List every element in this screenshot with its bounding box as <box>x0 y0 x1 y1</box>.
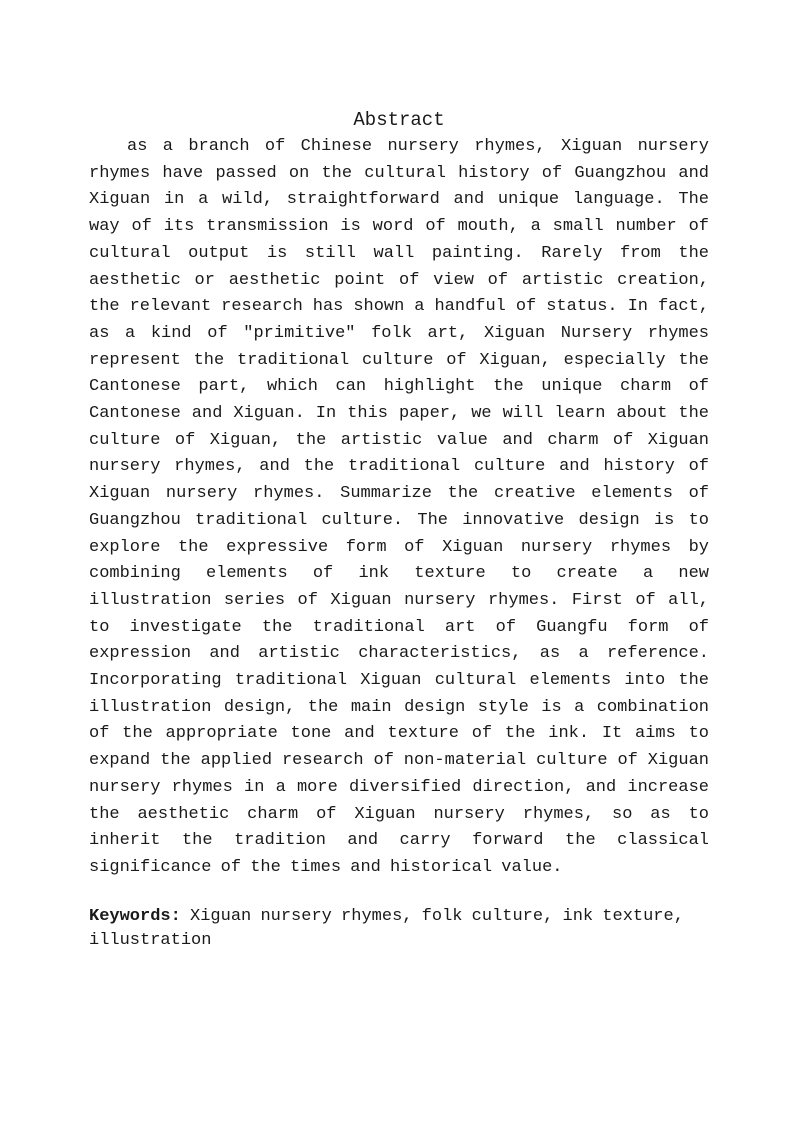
abstract-heading: Abstract <box>353 109 445 131</box>
keywords-label: Keywords: <box>89 906 181 926</box>
keywords-line <box>89 905 709 953</box>
keywords-value: Xiguan nursery rhymes, folk culture, ink texture, illustration <box>89 906 684 950</box>
document-page <box>89 108 709 953</box>
abstract-paragraph: as a branch of Chinese nursery rhymes, Xiguan nursery rhymes have passed on the cultural history of Guangzhou and Xiguan in a wild, straightforward and unique language. The way of its transmission is word of mouth, a small number of cultural output is still wall painting. Rarely from the aesthetic or aesthetic point of view of artistic creation, the relevant research has shown a handful of status. In fact, as a kind of "primitive" folk art, Xiguan Nursery rhymes represent the traditional culture of Xiguan, especially the Cantonese part, which can highlight the unique charm of Cantonese and Xiguan. In this paper, we will learn about the culture of Xiguan, the artistic value and charm of Xiguan nursery rhymes, and the traditional culture and history of Xiguan nursery rhymes. Summarize the creative elements of Guangzhou traditional culture. The innovative design is to explore the expressive form of Xiguan nursery rhymes by combining elements of ink texture to create a new illustration series of Xiguan nursery rhymes. First of all, to investigate the traditional art of Guangfu form of expression and artistic characteristics, as a reference. Incorporating traditional Xiguan cultural elements into the illustration design, the main design style is a combination of the appropriate tone and texture of the ink. It aims to expand the applied research of non-material culture of Xiguan nursery rhymes in a more diversified direction, and increase the aesthetic charm of Xiguan nursery rhymes, so as to inherit the tradition and carry forward the classical significance of the times and historical value. <box>89 137 709 877</box>
